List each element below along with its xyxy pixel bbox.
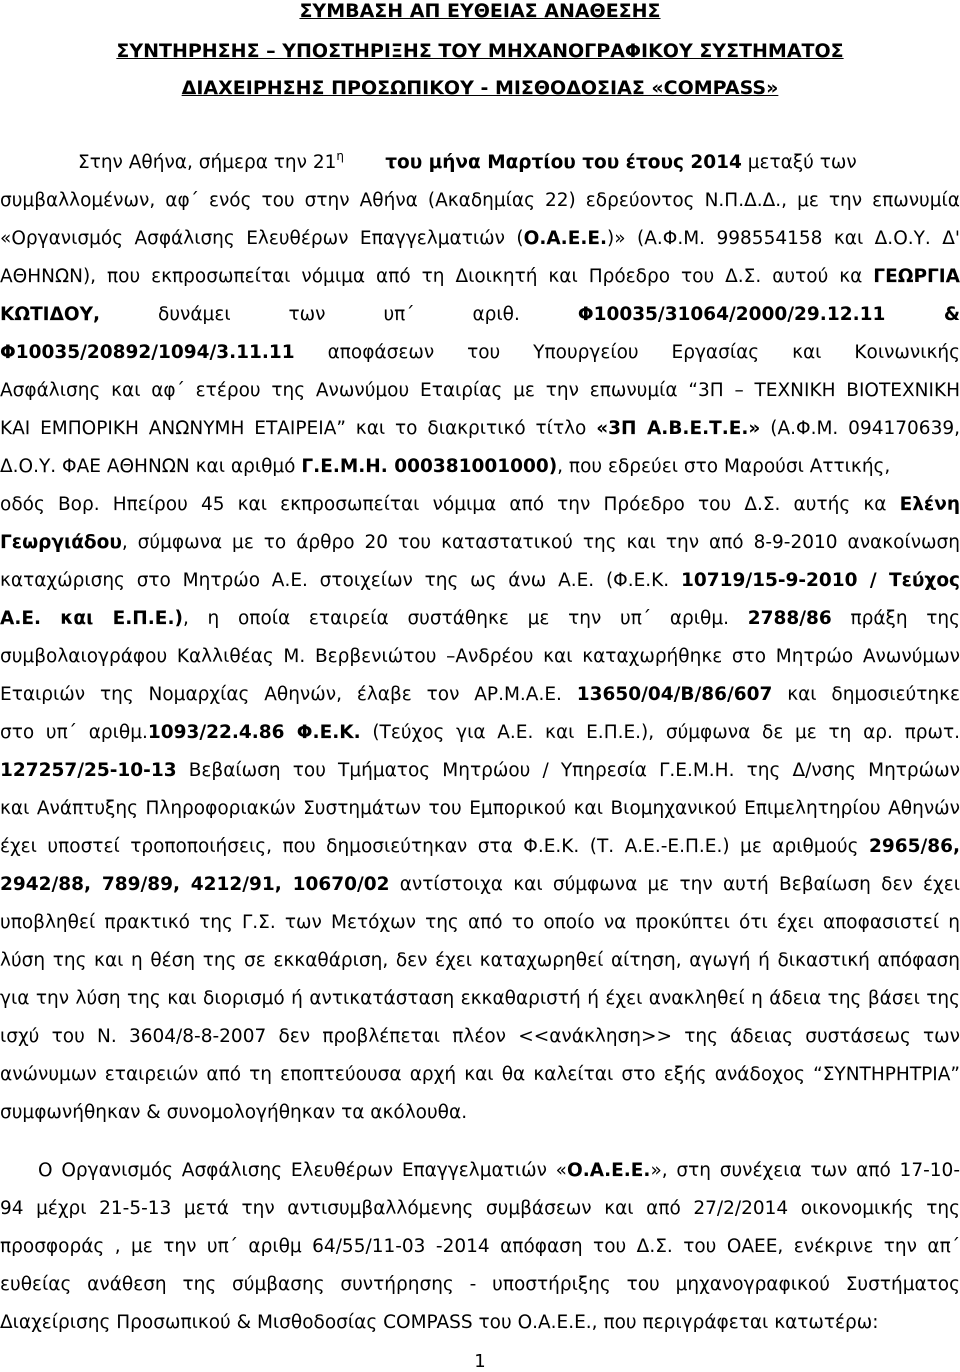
title-line-3: ΔΙΑΧΕΙΡΗΣΗΣ ΠΡΟΣΩΠΙΚΟΥ - ΜΙΣΘΟΔΟΣΙΑΣ «COMPASS» [181,77,779,99]
text-line: Δ.Ο.Υ. ΦΑΕ ΑΘΗΝΩΝ και αριθμό Γ.Ε.Μ.Η. 000381001000), που εδρεύει στο Μαρούσι Αττικής, [0,456,891,477]
text-line: «Οργανισμός Ασφάλισης Ελευθέρων Επαγγελματιών (Ο.Α.Ε.Ε.)» (Α.Φ.Μ. 998554158 και Δ.Ο.Υ. Δ' [0,228,960,249]
text-line: ανώνυμων εταιρειών από τη εποπτεύουσα αρχή και θα καλείται στο εξής ανάδοχος “ΣΥΝΤΗΡΗΤΡΙΑ” [0,1064,960,1085]
text-line: Γεωργιάδου, σύμφωνα με το άρθρο 20 του καταστατικού της και την από 8-9-2010 ανακοίνωση [0,532,960,553]
text-line: καταχώρισης στο Μητρώο Α.Ε. στοιχείων της ως άνω Α.Ε. (Φ.Ε.Κ. 10719/15-9-2010 / Τεύχος [0,570,960,591]
text-line: οδός Βορ. Ηπείρου 45 και εκπροσωπείται νόμιμα από την Πρόεδρο του Δ.Σ. αυτής κα Ελένη [0,494,960,515]
text-line: Διαχείρισης Προσωπικού & Μισθοδοσίας COMPASS του Ο.Α.Ε.Ε., που περιγράφεται κατωτέρω: [0,1312,879,1333]
text-line: Ο Οργανισμός Ασφάλισης Ελευθέρων Επαγγελματιών «Ο.Α.Ε.Ε.», στη συνέχεια των από 17-10- [38,1160,960,1181]
text-line: Ασφάλισης και αφ΄ ετέρου της Ανωνύμου Εταιρίας με την επωνυμία “3Π – ΤΕΧΝΙΚΗ ΒΙΟΤΕΧΝΙΚΗ [0,380,960,401]
text-line: ΑΘΗΝΩΝ), που εκπροσωπείται νόμιμα από τη Διοικητή και Πρόεδρο του Δ.Σ. αυτού κα ΓΕΩΡΓΙΑ [0,266,960,287]
text-line: υποβληθεί πρακτικό της Γ.Σ. των Μετόχων της από το οποίο να προκύπτει ότι έχει αποφασιστεί η [0,912,960,933]
text-line: συμφωνήθηκαν & συνομολογήθηκαν τα ακόλουθα. [0,1102,468,1123]
text-line: για την λύση της και διορισμό ή αντικατάσταση εκκαθαριστή ή έχει ανακληθεί η άδεια της βάσει της [0,988,960,1009]
text-line: συμβολαιογράφου Καλλιθέας Μ. Βερβενιώτου –Ανδρέου και καταχωρήθηκε στο Μητρώο Ανωνύμων [0,646,960,667]
text-line: ευθείας ανάθεση της σύμβασης συντήρησης - υποστήριξης του μηχανογραφικού Συστήματος [0,1274,960,1295]
title-line-2: ΣΥΝΤΗΡΗΣΗΣ – ΥΠΟΣΤΗΡΙΞΗΣ ΤΟΥ ΜΗΧΑΝΟΓΡΑΦΙΚΟΥ ΣΥΣΤΗΜΑΤΟΣ [116,40,844,62]
text-line: προσφοράς , με την υπ΄ αριθμ 64/55/11-03 -2014 απόφαση του Δ.Σ. του ΟΑΕΕ, ενέκρινε την απ΄ [0,1236,960,1257]
text-line: λύση της και η θέση της σε εκκαθάριση, δεν έχει καταχωρηθεί αίτηση, αγωγή ή δικαστική απόφαση [0,950,960,971]
text-line: 127257/25-10-13 Βεβαίωση του Τμήματος Μητρώου / Υπηρεσία Γ.Ε.Μ.Η. της Δ/νσης Μητρώων [0,760,960,781]
text-line: Φ10035/20892/1094/3.11.11 αποφάσεων του Υπουργείου Εργασίας και Κοινωνικής [0,342,960,363]
text-line: Α.Ε. και Ε.Π.Ε.), η οποία εταιρεία συστάθηκε με την υπ΄ αριθμ. 2788/86 πράξη της [0,608,960,629]
text-line: 94 μέχρι 21-5-13 μετά την αντισυμβαλλόμενης συμβάσεων και από 27/2/2014 οικονομικής της [0,1198,960,1219]
text-line: Στην Αθήνα, σήμερα την $21^\eta$ του μήνα Μαρτίου του έτους 2014 μεταξύ των [78,149,857,173]
text-line: έχει υποστεί τροποποιήσεις, που δημοσιεύτηκαν στα Φ.Ε.Κ. (Τ. Α.Ε.-Ε.Π.Ε.) με αριθμούς 2965/86, [0,836,960,857]
text-line: ΚΩΤΙΔΟΥ, δυνάμει των υπ΄ αριθ. Φ10035/31064/2000/29.12.11 & [0,304,960,325]
text-line: και Ανάπτυξης Πληροφοριακών Συστημάτων του Εμπορικού και Βιομηχανικού Επιμελητηρίου Αθηνών [0,798,960,819]
text-line: στο υπ΄ αριθμ.1093/22.4.86 Φ.Ε.Κ. (Τεύχος για Α.Ε. και Ε.Π.Ε.), σύμφωνα δε με τη αρ. πρωτ. [0,722,960,743]
text-line: συμβαλλομένων, αφ΄ ενός του στην Αθήνα (Ακαδημίας 22) εδρεύοντος Ν.Π.Δ.Δ., με την επωνυμία [0,190,960,211]
text-line: Εταιριών της Νομαρχίας Αθηνών, έλαβε τον ΑΡ.Μ.Α.Ε. 13650/04/Β/86/607 και δημοσιεύτηκε [0,684,960,705]
text-line: 2942/88, 789/89, 4212/91, 10670/02 αντίστοιχα και σύμφωνα με την αυτή Βεβαίωση δεν έχει [0,874,960,895]
text-line: ΚΑΙ ΕΜΠΟΡΙΚΗ ΑΝΩΝΥΜΗ ΕΤΑΙΡΕΙΑ” και το διακριτικό τίτλο «3Π Α.Β.Ε.Τ.Ε.» (Α.Φ.Μ. 094170639, [0,418,960,439]
page-number: 1 [474,1351,486,1372]
text-line: ισχύ του Ν. 3604/8-8-2007 δεν προβλέπεται πλέον <<ανάκληση>> της άδειας συστάσεως των [0,1026,960,1047]
title-line-1: ΣΥΜΒΑΣΗ ΑΠ ΕΥΘΕΙΑΣ ΑΝΑΘΕΣΗΣ [299,0,661,22]
